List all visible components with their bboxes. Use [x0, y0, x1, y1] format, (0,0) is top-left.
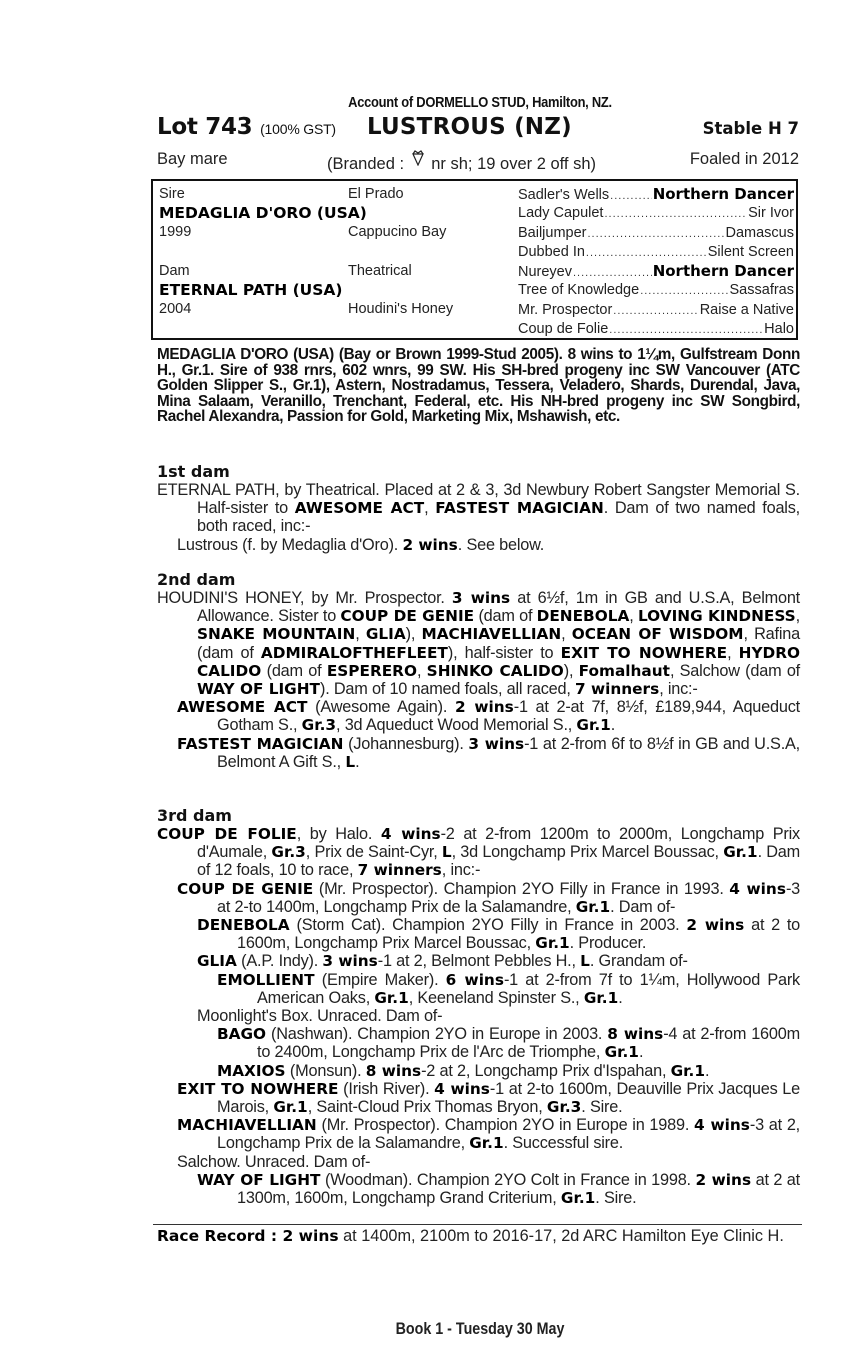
entry-text: , — [355, 625, 366, 644]
entry-text: (Johannesburg). — [343, 734, 469, 753]
entry-text: -2 at 2, Longchamp Prix d'Ispahan, — [421, 1061, 671, 1080]
highlight-text: 4 wins — [694, 1116, 750, 1135]
highlight-text: 4 wins — [380, 825, 441, 843]
pedigree-great-grandparents — [518, 185, 794, 339]
highlight-text: 2 wins — [695, 1170, 752, 1189]
entry-text: HOUDINI'S HONEY, by Mr. Prospector. — [157, 589, 452, 607]
lot-number — [157, 114, 336, 140]
highlight-text: AWESOME ACT — [294, 499, 425, 518]
highlight-text: 8 wins — [365, 1061, 422, 1080]
highlight-text: ADMIRALOFTHEFLEET — [260, 643, 448, 662]
race-record — [157, 1227, 802, 1246]
entry-text: (Nashwan). Champion 2YO in Europe in 2003. — [266, 1025, 608, 1044]
great-grandparent-name: Nureyev — [518, 264, 572, 281]
highlight-text: WAY OF LIGHT — [197, 680, 320, 699]
pedigree-row — [159, 281, 499, 300]
great-grandparent-row — [518, 224, 794, 243]
highlight-text: SHINKO CALIDO — [426, 661, 564, 680]
highlight-text: 7 winners — [575, 680, 660, 699]
entry-text: -3 at 2, Longchamp Prix de la Salamandre, — [217, 1116, 800, 1153]
great-great-grandparent-name: Northern Dancer — [652, 185, 794, 203]
pedigree-grandparent: Theatrical — [348, 262, 412, 279]
entry-text: (Storm Cat). Champion 2YO Filly in France in 2003. — [289, 916, 687, 935]
entry-text: ). Dam of 10 named foals, all raced, — [319, 680, 576, 699]
first-dam-heading: 1st dam — [157, 462, 230, 481]
great-grandparent-row — [518, 262, 794, 281]
second-dam-entries — [157, 589, 800, 771]
highlight-text: L — [345, 752, 356, 771]
entry-text: , — [727, 643, 739, 662]
entry-text: ), — [563, 661, 579, 680]
pedigree-row — [159, 204, 499, 223]
highlight-text: Gr.1 — [560, 1189, 596, 1208]
gst-note: (100% GST) — [260, 121, 336, 137]
pedigree-entry — [157, 1025, 800, 1061]
highlight-text: OCEAN OF WISDOM — [571, 625, 744, 644]
highlight-text: Gr.1 — [374, 988, 409, 1007]
great-grandparent-name: Lady Capulet — [518, 205, 604, 222]
entry-text: , Rafina (dam of — [197, 625, 800, 662]
great-grandparent-row — [518, 204, 794, 223]
first-dam-section — [157, 463, 800, 554]
highlight-text: GLIA — [365, 625, 406, 644]
highlight-text: DENEBOLA — [536, 607, 630, 626]
pedigree-entry — [157, 971, 800, 1007]
highlight-text: 8 wins — [607, 1025, 664, 1044]
highlight-text: HYDRO CALIDO — [197, 643, 800, 680]
pedigree-entry — [157, 735, 800, 771]
great-grandparent-row — [518, 320, 794, 339]
pedigree-entry — [157, 1171, 800, 1207]
great-grandparent-name: Mr. Prospector — [518, 301, 613, 318]
second-dam-heading: 2nd dam — [157, 570, 236, 589]
brand-suffix: nr sh; 19 over 2 off sh) — [431, 155, 597, 173]
leader-dots — [640, 282, 728, 301]
pedigree-entry — [157, 1153, 800, 1171]
great-grandparent-row — [518, 185, 794, 204]
brand-info — [327, 150, 596, 174]
entry-text: , — [416, 661, 427, 680]
great-great-grandparent-name: Sassafras — [729, 282, 794, 299]
highlight-text: 2 wins — [402, 535, 458, 554]
highlight-text: Fomalhaut — [578, 661, 670, 680]
entry-text: . Producer. — [569, 934, 647, 953]
highlight-text: COUP DE FOLIE — [157, 825, 297, 843]
highlight-text: EXIT TO NOWHERE — [560, 643, 728, 662]
entry-text: -1 at 2, Belmont Pebbles H., — [377, 952, 581, 971]
entry-text: (Monsun). — [285, 1061, 366, 1080]
highlight-text: 6 wins — [445, 970, 504, 989]
highlight-text: MAXIOS — [217, 1061, 286, 1080]
highlight-text: Gr.1 — [535, 934, 570, 953]
pedigree-cell: MEDAGLIA D'ORO (USA) — [159, 204, 367, 223]
highlight-text: SNAKE MOUNTAIN — [197, 625, 356, 644]
highlight-text: MACHIAVELLIAN — [421, 625, 562, 644]
entry-text: . Dam of two named foals, both raced, inc:- — [197, 499, 800, 536]
pedigree-entry — [157, 481, 800, 536]
great-grandparent-name: Tree of Knowledge — [518, 282, 640, 299]
entry-text: . Successful sire. — [503, 1134, 624, 1153]
entry-text: , Prix de Saint-Cyr, — [305, 843, 442, 862]
brand-prefix: (Branded : — [327, 155, 405, 173]
pedigree-grandparent: El Prado — [348, 186, 404, 202]
entry-text: at 2 at 1300m, 1600m, Longchamp Grand Criterium, — [237, 1170, 800, 1208]
highlight-text: BAGO — [217, 1025, 267, 1044]
pedigree-cell: 2004 — [159, 301, 192, 318]
highlight-text: L — [441, 843, 452, 862]
pedigree-row — [159, 223, 499, 242]
entry-text: , by Halo. — [296, 825, 381, 843]
pedigree-cell: Dam — [159, 262, 190, 279]
highlight-text: GLIA — [197, 952, 237, 971]
entry-text: , — [561, 625, 572, 644]
highlight-text: Gr.1 — [575, 897, 611, 916]
highlight-text: Gr.3 — [271, 843, 306, 862]
pedigree-row — [159, 185, 499, 204]
pedigree-cell: 1999 — [159, 224, 192, 241]
entry-text: . — [610, 716, 616, 735]
pedigree-table — [151, 179, 798, 340]
highlight-text: FASTEST MAGICIAN — [177, 734, 344, 753]
highlight-text: 7 winners — [357, 861, 442, 880]
entry-text: -2 at 2-from 1200m to 2000m, Longchamp Prix d'Aumale, — [197, 825, 800, 862]
race-record-label: Race Record : 2 wins — [157, 1227, 339, 1245]
pedigree-entry — [157, 880, 800, 916]
entry-text: . — [704, 1061, 710, 1080]
entry-text: , — [629, 607, 638, 626]
pedigree-entry — [157, 1007, 800, 1025]
entry-text: ), half-sister to — [447, 643, 561, 662]
entry-text: . Dam of- — [610, 897, 676, 916]
entry-text: ), — [405, 625, 422, 644]
leader-dots — [613, 302, 698, 321]
divider — [153, 1224, 802, 1225]
great-grandparent-name: Sadler's Wells — [518, 187, 610, 203]
entry-text: -1 at 2-from 7f to 1¼m, Hollywood Park American Oaks, — [257, 970, 801, 1007]
highlight-text: 2 wins — [454, 698, 514, 717]
highlight-text: COUP DE GENIE — [177, 879, 314, 898]
entry-text: -3 at 2-to 1400m, Longchamp Prix de la Salamandre, — [217, 879, 801, 916]
entry-text: , inc:- — [441, 861, 481, 880]
third-dam-section — [157, 807, 800, 1207]
great-grandparent-name: Coup de Folie — [518, 321, 609, 338]
highlight-text: Gr.3 — [546, 1098, 582, 1117]
entry-text: Lustrous (f. by Medaglia d'Oro). — [177, 535, 403, 554]
entry-text: (Woodman). Champion 2YO Colt in France in 1998. — [320, 1170, 696, 1189]
great-grandparent-name: Bailjumper — [518, 224, 587, 241]
entry-text: . — [638, 1043, 644, 1062]
entry-text: . Sire. — [581, 1098, 623, 1117]
entry-text: (dam of — [261, 661, 327, 680]
sire-summary-text: MEDAGLIA D'ORO (USA) (Bay or Brown 1999-Stud 2005). 8 wins to 1¼m, Gulfstream Donn H., Gr.1. Sire of 938 rnrs, 602 wnrs, 99 SW. His SH-bred progeny inc SW Vancouver (ATC Golden Slipper S., Gr.1), Astern, Nostradamus, Tessera, Veladero, Shards, Durendal, Java, Mina Salaam, Veranillo, Trenchant, Federal, etc. His NH-bred progeny inc SW Songbird, Rachel Alexandra, Passion for Gold, Marketing Mix, Mshawish, etc. — [157, 346, 800, 425]
highlight-text: EMOLLIENT — [217, 970, 315, 989]
highlight-text: Gr.1 — [670, 1061, 705, 1080]
entry-text: -1 at 2-at 7f, 8½f, £189,944, Aqueduct Gotham S., — [217, 698, 800, 735]
entry-text: Salchow. Unraced. Dam of- — [177, 1152, 371, 1171]
entry-text: (Mr. Prospector). Champion 2YO Filly in France in 1993. — [313, 879, 730, 898]
highlight-text: 4 wins — [434, 1079, 490, 1098]
stable-location: Stable H 7 — [702, 119, 799, 138]
third-dam-entries — [157, 825, 800, 1207]
race-record-text: at 1400m, 2100m to 2016-17, 2d ARC Hamilton Eye Clinic H. — [338, 1227, 784, 1245]
highlight-text: FASTEST MAGICIAN — [435, 499, 604, 518]
entry-text: , Salchow (dam of — [669, 661, 800, 680]
highlight-text: 4 wins — [729, 879, 786, 898]
highlight-text: 3 wins — [468, 734, 525, 753]
leader-dots — [610, 187, 652, 206]
entry-text: Moonlight's Box. Unraced. Dam of- — [197, 1007, 443, 1026]
entry-text: ETERNAL PATH, by Theatrical. Placed at 2 & 3, 3d Newbury Robert Sangster Memorial S. Half-sister to — [157, 481, 800, 518]
pedigree-entry — [157, 1116, 800, 1152]
highlight-text: 2 wins — [686, 916, 745, 935]
great-great-grandparent-name: Sir Ivor — [748, 205, 794, 222]
pedigree-entry — [157, 916, 800, 952]
highlight-text: Gr.1 — [723, 843, 758, 862]
pedigree-grandparent: Cappucino Bay — [348, 224, 447, 241]
great-great-grandparent-name: Halo — [764, 321, 794, 338]
entry-text: (Awesome Again). — [307, 698, 455, 717]
highlight-text: WAY OF LIGHT — [197, 1170, 321, 1189]
lot-header — [157, 114, 803, 144]
pedigree-entry — [157, 1080, 800, 1116]
highlight-text: EXIT TO NOWHERE — [177, 1079, 339, 1098]
highlight-text: 3 wins — [451, 589, 511, 607]
entry-text: at 2 to 1600m, Longchamp Prix Marcel Boussac, — [237, 916, 800, 953]
pedigree-grandparent: Houdini's Honey — [348, 301, 454, 318]
entry-text: . — [618, 988, 623, 1007]
leader-dots — [586, 244, 707, 263]
pedigree-parents — [159, 185, 499, 319]
brand-mark-icon — [411, 150, 425, 166]
great-grandparent-row — [518, 301, 794, 320]
leader-dots — [604, 205, 747, 224]
entry-text: , 3d Longchamp Prix Marcel Boussac, — [451, 843, 724, 862]
pedigree-row — [159, 262, 499, 281]
pedigree-cell: ETERNAL PATH (USA) — [159, 280, 343, 299]
lot-label: Lot 743 — [157, 114, 253, 140]
sex-colour: Bay mare — [157, 150, 228, 168]
entry-text: (Irish River). — [338, 1079, 435, 1098]
vendor-account: Account of DORMELLO STUD, Hamilton, NZ. — [348, 94, 612, 111]
great-grandparent-row — [518, 243, 794, 262]
page-footer: Book 1 - Tuesday 30 May — [395, 1319, 565, 1338]
horse-description — [157, 150, 803, 172]
highlight-text: COUP DE GENIE — [340, 607, 475, 626]
highlight-text: Gr.1 — [469, 1134, 504, 1153]
highlight-text: AWESOME ACT — [177, 698, 308, 717]
pedigree-entry — [157, 589, 800, 698]
pedigree-entry — [157, 825, 800, 880]
second-dam-section — [157, 571, 800, 771]
pedigree-row — [159, 300, 499, 319]
highlight-text: LOVING KINDNESS — [637, 607, 796, 626]
pedigree-entry — [157, 952, 800, 970]
pedigree-entry — [157, 698, 800, 734]
third-dam-heading: 3rd dam — [157, 806, 232, 825]
first-dam-entries — [157, 481, 800, 554]
entry-text: . — [355, 752, 360, 771]
entry-text: , Keeneland Spinster S., — [408, 988, 584, 1007]
great-great-grandparent-name: Raise a Native — [699, 301, 794, 318]
highlight-text: Gr.1 — [604, 1043, 639, 1062]
leader-dots — [609, 321, 763, 340]
highlight-text: MACHIAVELLIAN — [177, 1116, 317, 1135]
entry-text: -4 at 2-from 1600m to 2400m, Longchamp Prix de l'Arc de Triomphe, — [257, 1025, 800, 1062]
entry-text: , — [424, 499, 436, 518]
highlight-text: DENEBOLA — [197, 916, 290, 935]
entry-text: at 6½f, 1m in GB and U.S.A, Belmont Allowance. Sister to — [197, 589, 801, 626]
great-great-grandparent-name: Silent Screen — [707, 243, 794, 260]
leader-dots — [588, 225, 725, 244]
entry-text: . See below. — [457, 535, 545, 554]
entry-text: -1 at 2-from 6f to 8½f in GB and U.S.A, Belmont A Gift S., — [217, 734, 801, 771]
pedigree-cell: Sire — [159, 186, 185, 202]
great-great-grandparent-name: Damascus — [725, 224, 794, 241]
highlight-text: Gr.1 — [576, 716, 611, 735]
entry-text: , inc:- — [659, 680, 698, 699]
highlight-text: Gr.1 — [273, 1098, 308, 1117]
highlight-text: ESPERERO — [326, 661, 417, 680]
entry-text: , 3d Aqueduct Wood Memorial S., — [336, 716, 577, 735]
great-grandparent-name: Dubbed In — [518, 243, 585, 260]
entry-text: . Grandam of- — [589, 952, 688, 971]
great-great-grandparent-name: Northern Dancer — [652, 262, 794, 281]
highlight-text: L — [580, 952, 590, 971]
horse-name: LUSTROUS (NZ) — [367, 114, 572, 140]
pedigree-entry — [157, 536, 800, 554]
pedigree-entry — [157, 1062, 800, 1080]
entry-text: (dam of — [474, 607, 537, 626]
great-grandparent-row — [518, 281, 794, 300]
entry-text: (A.P. Indy). — [236, 952, 323, 971]
highlight-text: Gr.1 — [583, 988, 619, 1007]
sire-summary — [157, 347, 800, 425]
entry-text: , — [795, 607, 800, 626]
highlight-text: Gr.3 — [301, 716, 337, 735]
entry-text: . Sire. — [595, 1189, 637, 1208]
entry-text: . Dam of 12 foals, 10 to race, — [197, 843, 800, 880]
entry-text: -1 at 2-to 1600m, Deauville Prix Jacques Le Marois, — [217, 1079, 800, 1117]
entry-text: (Empire Maker). — [314, 970, 446, 989]
entry-text: , Saint-Cloud Prix Thomas Bryon, — [307, 1098, 547, 1117]
foaled-year: Foaled in 2012 — [689, 150, 799, 168]
pedigree-row — [159, 243, 499, 262]
entry-text: (Mr. Prospector). Champion 2YO in Europe in 1989. — [316, 1116, 694, 1135]
highlight-text: 3 wins — [322, 952, 378, 971]
